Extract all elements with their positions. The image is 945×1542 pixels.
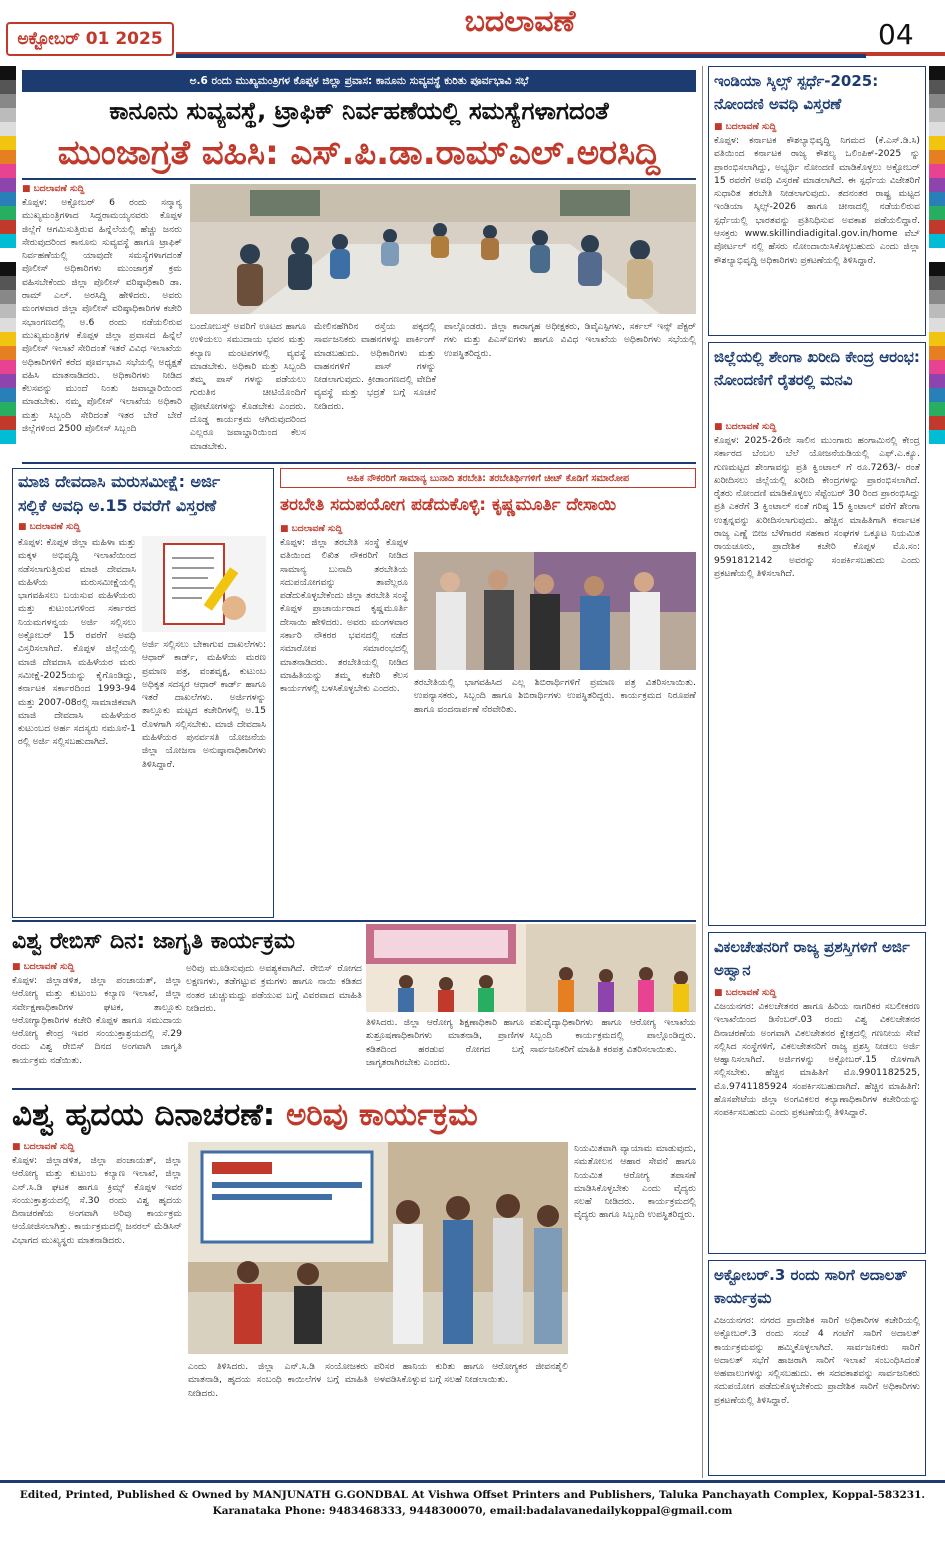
training-ceremony-photo xyxy=(414,552,696,670)
heart-day-photo xyxy=(188,1142,568,1354)
disabled-award-byline: ■ ಬದಲಾವಣೆ ಸುದ್ದಿ xyxy=(714,988,864,998)
skills-byline: ■ ಬದಲಾವಣೆ ಸುದ್ದಿ xyxy=(714,122,864,132)
color-registration-bar-left xyxy=(0,66,16,458)
rabies-col4: ಪಶುವೈದ್ಯಾಧಿಕಾರಿಗಳು ಹಾಗೂ ಆರೋಗ್ಯ ಇಲಾಖೆಯ ಸಿಬ್ಬಂದಿ ಕಾರ್ಯಕ್ರಮದಲ್ಲಿ ಪಾಲ್ಗೊಂಡಿದ್ದರು. ಸಾರ್ವಜನಿಕರಿಗೆ ಮಾಹಿತಿ ಕರಪತ್ರ ವಿತರಿಸಲಾಯಿತು. xyxy=(530,1017,696,1055)
devadasi-col1: ಕೊಪ್ಪಳ: ಕೊಪ್ಪಳ ಜಿಲ್ಲಾ ಮಹಿಳಾ ಮತ್ತು ಮಕ್ಕಳ ಅಭಿವೃದ್ಧಿ ಇಲಾಖೆಯಿಂದ ನಡೆಸಲಾಗುತ್ತಿರುವ ಮಾಜಿ ದೇವದಾಸಿ ಮಹಿಳೆಯ ಮರುಸಮೀಕ್ಷೆಯಲ್ಲಿ ಭಾಗವಹಿಸಲು ಬಯಸುವ ಮಹಿಳೆಯರು ಮತ್ತು ಕುಟುಂಬಗಳಿಂದ ಸರ್ಕಾರದ ನಿಯಮಗಳನ್ವಯ ಅರ್ಜಿ ಸಲ್ಲಿಸಲು ಅಕ್ಟೋಬರ್ 15 ರವರೆಗೆ ಅವಧಿ ವಿಸ್ತರಿಸಲಾಗಿದೆ. ಕೊಪ್ಪಳ ಜಿಲ್ಲೆಯಲ್ಲಿ ಮಾಜಿ ದೇವದಾಸಿ ಮಹಿಳೆಯರ ಮರು ಸಮೀಕ್ಷೆ-2025ಯನ್ನು ಕೈಗೊಂಡಿದ್ದು, ಕರ್ನಾಟಕ ಸರ್ಕಾರದಿಂದ 1993-94 ಮತ್ತು 2007-08ರಲ್ಲಿ ಸಾಮಾಜಿಕವಾಗಿ ಮಾಜಿ ದೇವದಾಸಿ ಮಹಿಳೆಯರ ಕುಟುಂಬದ ಅರ್ಹ ಸದಸ್ಯರು ನಮೂನೆ-1 ರಲ್ಲಿ ಅರ್ಜಿ ಸಲ್ಲಿಸಬಹುದಾಗಿದೆ. xyxy=(18,537,136,748)
color-swatch xyxy=(929,360,945,374)
lead-story-col2: ಬಂದೋಬಸ್ತ್ ಅವರಿಗೆ ಊಟದ ಹಾಗೂ ಉಳಿಯಲು ಸಮುದಾಯ ಭವನ ಮತ್ತು ಕಲ್ಯಾಣ ಮಂಟಪಗಳಲ್ಲಿ ವ್ಯವಸ್ಥೆ ಮಾಡಬೇಕು. ಅಧಿಕಾರಿ ಮತ್ತು ಸಿಬ್ಬಂದಿ ತಮ್ಮ ಪಾಸ್ ಗಳನ್ನು ಪಡೆಯಲು ಗುರುತಿನ ಚೀಟಿಯೊಂದಿಗೆ ಫೋಟೋಗಳನ್ನು ಕೊಡಬೇಕು ಎಂದರು. ದೊಡ್ಡ ಕಾರ್ಯಕ್ರಮ ಆಗಿರುವುದರಿಂದ ಎಲ್ಲರೂ ಜವಾಬ್ದಾರಿಯಿಂದ ಕೆಲಸ ಮಾಡಬೇಕು. xyxy=(190,321,306,452)
header-rule-right xyxy=(866,52,945,56)
color-swatch xyxy=(0,94,16,108)
color-swatch xyxy=(0,388,16,402)
adalat-body: ವಿಜಯನಗರ: ನಗರದ ಪ್ರಾದೇಶಿಕ ಸಾರಿಗೆ ಅಧಿಕಾರಿಗಳ ಕಚೇರಿಯಲ್ಲಿ ಅಕ್ಟೋಬರ್.3 ರಂದು ಸಂಜೆ 4 ಗಂಟೆಗೆ ಸಾರಿಗೆ ಅದಾಲತ್ ಕಾರ್ಯಕ್ರಮವನ್ನು ಹಮ್ಮಿಕೊಳ್ಳಲಾಗಿದೆ. ಸಾರ್ವಜನಿಕರು ಸಾರಿಗೆ ಅದಾಲತ್ ಸಭೆಗೆ ಹಾಜರಾಗಿ ಸಾರಿಗೆ ಇಲಾಖೆ ಸಂಬಂಧಿಸಿದಂತೆ ಅಹವಾಲುಗಳನ್ನು ಸಲ್ಲಿಸಬಹುದು. ಈ ಸದವಕಾಶವನ್ನು ಸಾರ್ವಜನಿಕರು ಸದುಪಯೋಗ ಪಡೆದುಕೊಳ್ಳಬೇಕೆಂದು ಪ್ರಾದೇಶಿಕ ಸಾರಿಗೆ ಅಧಿಕಾರಿಗಳು ಪ್ರಕಟಣೆಯಲ್ಲಿ ತಿಳಿಸಿದ್ದಾರೆ. xyxy=(714,1315,920,1406)
color-swatch xyxy=(929,220,945,234)
color-swatch xyxy=(929,192,945,206)
application-form-illustration xyxy=(142,536,266,632)
color-swatch xyxy=(0,262,16,276)
lead-story-col4: ಪಾಲ್ಗೊಂಡರು. ಜಿಲ್ಲಾ ಕಾರಾಗೃಹ ಅಧೀಕ್ಷಕರು, ಡಿವೈಎಸ್ಪಿಗಳು, ಸರ್ಕಲ್ ಇನ್ಸ್ ಪೆಕ್ಟರ್ ಗಳು ಮತ್ತು ಪಿಎಸ್ಐಗಳು ಹಾಗೂ ವಿವಿಧ ಇಲಾಖೆಯ ಅಧಿಕಾರಿಗಳು ಸಭೆಯಲ್ಲಿ ಉಪಸ್ಥಿತರಿದ್ದರು. xyxy=(444,321,696,359)
color-swatch xyxy=(929,276,945,290)
lead-story-col3: ಮೇಲಿನಹೆಗಿರಿನ ರಸ್ತೆಯ ಪಕ್ಕದಲ್ಲಿ ಸಾರ್ವಜನಿಕರು ವಾಹನಗಳನ್ನು ಪಾರ್ಕಿಂಗ್ ಮಾಡಬಹುದು. ಅಧಿಕಾರಿಗಳು ಮತ್ತು ವಾಹನಗಳಿಗೆ ಪಾಸ್ ಗಳನ್ನು ನೀಡಲಾಗುವುದು. ಕ್ರೀಡಾಂಗಣದಲ್ಲಿ ವೇದಿಕೆ ವ್ಯವಸ್ಥೆ ಮತ್ತು ಭದ್ರತೆ ಬಗ್ಗೆ ಸೂಚನೆ ನೀಡಿದರು. xyxy=(314,321,436,412)
color-swatch xyxy=(929,430,945,444)
sidebar-divider xyxy=(702,66,703,1478)
skills-body: ಕೊಪ್ಪಳ: ಕರ್ನಾಟಕ ಕೌಶಲ್ಯಾಭಿವೃದ್ಧಿ ನಿಗಮದ (ಕೆ.ಎಸ್.ಡಿ.ಸಿ) ವತಿಯಿಂದ ಕರ್ನಾಟಕ ರಾಜ್ಯ ಕೌಶಲ್ಯ ಒಲಿಂಪಿಕ್-2025 ನ್ನು ಪ್ರಾರಂಭಿಸಲಾಗಿದ್ದು, ಅಭ್ಯರ್ಥಿ ನೋಂದಣಿ ಮಾಡಿಕೊಳ್ಳಲು ಅಕ್ಟೋಬರ್ 15 ರವರೆಗೆ ಅವಧಿ ವಿಸ್ತರಣೆ ಮಾಡಲಾಗಿದೆ. ಈ ಸ್ಪರ್ಧೆಯ ವಿಜೇತರಿಗೆ ಸುಧಾರಿತ ತರಬೇತಿ ನೀಡಲಾಗುವುದು. ತದನಂತರ ರಾಷ್ಟ್ರ ಮಟ್ಟದ ಇಂಡಿಯಾ ಸ್ಕಿಲ್ಸ್-2026 ಹಾಗೂ ಚೀನಾದಲ್ಲಿ ನಡೆಯಲಿರುವ ಸ್ಪರ್ಧೆಯಲ್ಲಿ ಭಾರತವನ್ನು ಪ್ರತಿನಿಧಿಸುವ ಅವಕಾಶ ಪಡೆಯಲಿದ್ದಾರೆ. ಆಸಕ್ತರು www.skillindiadigital.gov.in/home ವೆಬ್ ಪೋರ್ಟಲ್ ನಲ್ಲಿ ಹೆಸರು ನೋಂದಾಯಿಸಿಕೊಳ್ಳಬಹುದು ಎಂದು ಜಿಲ್ಲಾ ಕೌಶಲ್ಯಾಭಿವೃದ್ಧಿ ಅಧಿಕಾರಿಗಳು ಪ್ರಕಟಣೆಯಲ್ಲಿ ತಿಳಿಸಿದ್ದಾರೆ. xyxy=(714,135,920,266)
color-swatch xyxy=(0,290,16,304)
color-swatch xyxy=(0,318,16,332)
rabies-headline: ವಿಶ್ವ ರೇಬಿಸ್ ದಿನ: ಜಾಗೃತಿ ಕಾರ್ಯಕ್ರಮ xyxy=(12,929,295,954)
devadasi-byline: ■ ಬದಲಾವಣೆ ಸುದ್ದಿ xyxy=(18,522,168,532)
imprint-line2: Karanataka Phone: 9483468333, 9448300070, email:badalavanedailykoppal@gmail.com xyxy=(212,1505,733,1517)
color-swatch xyxy=(929,234,945,248)
color-swatch xyxy=(0,150,16,164)
color-swatch xyxy=(0,80,16,94)
color-swatch xyxy=(929,66,945,80)
heart-col1: ಕೊಪ್ಪಳ: ಜಿಲ್ಲಾಡಳಿತ, ಜಿಲ್ಲಾ ಪಂಚಾಯತ್, ಜಿಲ್ಲಾ ಆರೋಗ್ಯ ಮತ್ತು ಕುಟುಂಬ ಕಲ್ಯಾಣ ಇಲಾಖೆ, ಜಿಲ್ಲಾ ಎನ್.ಸಿ.ಡಿ ಘಟಕ ಹಾಗೂ ಕ್ರಿಮ್ಸ್ ಕೊಪ್ಪಳ ಇವರ ಸಂಯುಕ್ತಾಶ್ರಯದಲ್ಲಿ ಸೆ.30 ರಂದು ವಿಶ್ವ ಹೃದಯ ದಿನಾಚರಣೆಯ ಅಂಗವಾಗಿ ಅರಿವು ಕಾರ್ಯಕ್ರಮ ಆಯೋಜಿಸಲಾಗಿತ್ತು. ಕಾರ್ಯಕ್ರಮದಲ್ಲಿ ಜನರಲ್ ಮೆಡಿಸಿನ್ ವಿಭಾಗದ ಮುಖ್ಯಸ್ಥರು ಮಾತನಾಡಿದರು. xyxy=(12,1155,182,1246)
lead-bottom-rule xyxy=(22,462,696,464)
color-swatch xyxy=(929,332,945,346)
disabled-award-headline: ವಿಕಲಚೇತನರಿಗೆ ರಾಜ್ಯ ಪ್ರಶಸ್ತಿಗಳಿಗೆ ಅರ್ಜಿ ಅಹ್ವಾನ xyxy=(714,938,910,979)
color-swatch xyxy=(0,444,16,458)
color-swatch xyxy=(0,178,16,192)
color-swatch xyxy=(0,374,16,388)
heart-headline xyxy=(12,1092,696,1138)
heart-byline: ■ ಬದಲಾವಣೆ ಸುದ್ದಿ xyxy=(12,1142,162,1152)
page-number: 04 xyxy=(878,18,914,51)
color-swatch xyxy=(0,360,16,374)
color-swatch xyxy=(929,178,945,192)
heart-col4: ನಿಯಮಿತವಾಗಿ ವ್ಯಾಯಾಮ ಮಾಡುವುದು, ಸಮತೋಲನ ಆಹಾರ ಸೇವನೆ ಹಾಗೂ ನಿಯಮಿತ ಆರೋಗ್ಯ ತಪಾಸಣೆ ಮಾಡಿಸಿಕೊಳ್ಳಬೇಕು ಎಂದು ವೈದ್ಯರು ಸಲಹೆ ನೀಡಿದರು. ಕಾರ್ಯಕ್ರಮದಲ್ಲಿ ವೈದ್ಯರು ಹಾಗೂ ಸಿಬ್ಬಂದಿ ಉಪಸ್ಥಿತರಿದ್ದರು. xyxy=(574,1143,696,1221)
lead-headline-line1: ಕಾನೂನು ಸುವ್ಯವಸ್ಥೆ, ಟ್ರಾಫಿಕ್ ನಿರ್ವಹಣೆಯಲ್ಲಿ ಸಮಸ್ಯೆಗಳಾಗದಂತೆ xyxy=(109,97,609,125)
color-swatch xyxy=(929,444,945,458)
masthead-header xyxy=(0,0,945,64)
issue-date: ಅಕ್ಟೋಬರ್ 01 2025 xyxy=(6,22,174,56)
color-swatch xyxy=(0,416,16,430)
color-swatch xyxy=(0,234,16,248)
devadasi-col2: ಅರ್ಜಿ ಸಲ್ಲಿಸಲು ಬೇಕಾಗುವ ದಾಖಲೆಗಳು: ಆಧಾರ್ ಕಾರ್ಡ್, ಮಹಿಳೆಯ ಮರಣ ಪ್ರಮಾಣ ಪತ್ರ, ವಂಶವೃಕ್ಷ, ಕುಟುಂಬ ಅಧಿಕೃತ ಸದಸ್ಯರ ಆಧಾರ್ ಕಾರ್ಡ್ ಹಾಗೂ ಇತರೆ ದಾಖಲೆಗಳು. ಅರ್ಜಿಗಳನ್ನು ತಾಲ್ಲೂಕು ಮಟ್ಟದ ಕಚೇರಿಗಳಲ್ಲಿ ಅ.15 ರೊಳಗಾಗಿ ಸಲ್ಲಿಸಬೇಕು. ಮಾಜಿ ದೇವದಾಸಿ ಮಹಿಳೆಯರ ಪುನರ್ವಸತಿ ಯೋಜನೆಯ ಜಿಲ್ಲಾ ಯೋಜನಾ ಅನುಷ್ಠಾನಾಧಿಕಾರಿಗಳು ತಿಳಿಸಿದ್ದಾರೆ. xyxy=(142,639,266,770)
rabies-col2: ಅರಿವು ಮೂಡಿಸುವುದು ಅವಶ್ಯಕವಾಗಿದೆ. ರೇಬಿಸ್ ರೋಗದ ಲಕ್ಷಣಗಳು, ತಡೆಗಟ್ಟುವ ಕ್ರಮಗಳು ಹಾಗೂ ನಾಯಿ ಕಡಿತದ ನಂತರ ಚುಚ್ಚುಮದ್ದು ಪಡೆಯುವ ಬಗ್ಗೆ ವಿವರವಾದ ಮಾಹಿತಿ ನೀಡಿದರು. xyxy=(186,963,362,1014)
color-swatch xyxy=(0,276,16,290)
color-swatch xyxy=(929,80,945,94)
color-swatch xyxy=(929,150,945,164)
lead-byline: ■ ಬದಲಾವಣೆ ಸುದ್ದಿ xyxy=(22,184,182,194)
skills-headline: ಇಂಡಿಯಾ ಸ್ಕಿಲ್ಸ್ ಸ್ಪರ್ಧೆ-2025: ನೋಂದಣಿ ಅವಧಿ ವಿಸ್ತರಣೆ xyxy=(714,72,879,113)
color-swatch xyxy=(0,304,16,318)
newspaper-masthead: ಬದಲಾವಣೆ xyxy=(464,4,576,39)
color-swatch xyxy=(0,430,16,444)
mid-rule xyxy=(12,920,696,922)
color-swatch xyxy=(0,402,16,416)
rabies-col1: ಕೊಪ್ಪಳ: ಜಿಲ್ಲಾಡಳಿತ, ಜಿಲ್ಲಾ ಪಂಚಾಯತ್, ಜಿಲ್ಲಾ ಆರೋಗ್ಯ ಮತ್ತು ಕುಟುಂಬ ಕಲ್ಯಾಣ ಇಲಾಖೆ, ಜಿಲ್ಲಾ ಸರ್ವೇಕ್ಷಣಾಧಿಕಾರಿಗಳ ಘಟಕ, ತಾಲ್ಲೂಕು ಆರೋಗ್ಯಾಧಿಕಾರಿಗಳ ಕಚೇರಿ ಕೊಪ್ಪಳ ಹಾಗೂ ಸಮುದಾಯ ಆರೋಗ್ಯ ಕೇಂದ್ರ ಇವರ ಸಂಯುಕ್ತಾಶ್ರಯದಲ್ಲಿ ಸೆ.29 ರಂದು ವಿಶ್ವ ರೇಬಿಸ್ ದಿನದ ಅಂಗವಾಗಿ ಜಾಗೃತಿ ಕಾರ್ಯಕ್ರಮ ನಡೆಯಿತು. xyxy=(12,975,182,1066)
heart-col3: ಪರಿಸರ ಹಾನಿಯ ಕುರಿತು ಹಾಗೂ ಆರೋಗ್ಯಕರ ಜೀವನಶೈಲಿ ಅಳವಡಿಸಿಕೊಳ್ಳುವ ಬಗ್ಗೆ ಸಲಹೆ ನೀಡಲಾಯಿತು. xyxy=(374,1361,568,1386)
color-swatch xyxy=(0,192,16,206)
training-col1: ಕೊಪ್ಪಳ: ಜಿಲ್ಲಾ ತರಬೇತಿ ಸಂಸ್ಥೆ ಕೊಪ್ಪಳ ವತಿಯಿಂದ ಲಿಖಿತ ನೌಕರರಿಗೆ ನೀಡಿದ ಸಾಮಾನ್ಯ ಬುನಾದಿ ತರಬೇತಿಯ ಸದುಪಯೋಗವನ್ನು ತಾವೆಲ್ಲರೂ ಪಡೆದುಕೊಳ್ಳಬೇಕೆಂದು ಜಿಲ್ಲಾ ತರಬೇತಿ ಸಂಸ್ಥೆ ಕೊಪ್ಪಳ ಪ್ರಾಚಾರ್ಯರಾದ ಕೃಷ್ಣಮೂರ್ತಿ ದೇಸಾಯಿ ಹೇಳಿದರು. ಅವರು ಮಂಗಳವಾರ ಸರ್ಕಾರಿ ನೌಕರರ ಭವನದಲ್ಲಿ ನಡೆದ ಸಮಾರೋಪ ಸಮಾರಂಭದಲ್ಲಿ ಮಾತನಾಡಿದರು. ತರಬೇತಿಯಲ್ಲಿ ನೀಡಿದ ಮಾಹಿತಿಯನ್ನು ತಮ್ಮ ಕಚೇರಿ ಕೆಲಸ ಕಾರ್ಯಗಳಲ್ಲಿ ಬಳಸಿಕೊಳ್ಳಬೇಕು ಎಂದರು. xyxy=(280,537,408,695)
color-swatch xyxy=(0,206,16,220)
color-swatch xyxy=(0,108,16,122)
color-swatch xyxy=(929,108,945,122)
training-strip: ಆಹಿಕ ನೌಕರರಿಗೆ ಸಾಮಾನ್ಯ ಬುನಾದಿ ತರಬೇತಿ: ತರಬೇತಿರ್ಥಿಗಳಿಗೆ ಚೀಟ್ ಕೊಡಿಗೆ ಸಮಾರೋಪ xyxy=(280,468,696,488)
training-headline: ತರಬೇತಿ ಸದುಪಯೋಗ ಪಡೆದುಕೊಳ್ಳಿ: ಕೃಷ್ಣಮೂರ್ತಿ ದೇಸಾಯಿ xyxy=(280,495,617,515)
color-swatch xyxy=(929,94,945,108)
color-swatch xyxy=(929,416,945,430)
color-swatch xyxy=(0,66,16,80)
color-swatch xyxy=(929,206,945,220)
shenga-body: ಕೊಪ್ಪಳ: 2025-26ನೇ ಸಾಲಿನ ಮುಂಗಾರು ಹಂಗಾಮಿನಲ್ಲಿ ಕೇಂದ್ರ ಸರ್ಕಾರದ ಬೆಂಬಲ ಬೆಲೆ ಯೋಜನೆಯಡಿಯಲ್ಲಿ ಎಫ್.ಎ.ಕ್ಯೂ. ಗುಣಮಟ್ಟದ ಶೇಂಗಾವನ್ನು ಪ್ರತಿ ಕ್ವಿಂಟಾಲ್ ಗೆ ರೂ.7263/- ರಂತೆ ಖರೀದಿಸಲು ಜಿಲ್ಲೆಯಲ್ಲಿ ಖರೀದಿ ಕೇಂದ್ರಗಳನ್ನು ಪ್ರಾರಂಭಿಸಲಾಗಿದೆ. ರೈತರು ನೋಂದಣಿ ಮಾಡಿಕೊಳ್ಳಲು ಸೆಪ್ಟೆಂಬರ್ 30 ರಿಂದ ಪ್ರಾರಂಭಿಸಿದ್ದು ಪ್ರತಿ ಎಕರೆಗೆ 3 ಕ್ವಿಂಟಾಲ್ ನಂತೆ ಗರಿಷ್ಠ 15 ಕ್ವಿಂಟಾಲ್ ವರೆಗೆ ಶೇಂಗಾ ಉತ್ಪನ್ನವನ್ನು ಖರೀದಿಸಲಾಗುವುದು. ಹೆಚ್ಚಿನ ಮಾಹಿತಿಗಾಗಿ ಕರ್ನಾಟಕ ರಾಜ್ಯ ಎಣ್ಣೆ ಬೀಜ ಬೆಳೆಗಾರರ ಸಹಕಾರ ಸಂಘಗಳ ಒಕ್ಕೂಟ ನಿಯಮಿತ ರಾಯಚೂರು, ಪ್ರಾದೇಶಿಕ ಕಚೇರಿ ಕೊಪ್ಪಳ ಮೊ.ಸಂ: 9591812142 ಅವರನ್ನು ಸಂಪರ್ಕಿಸಬಹುದು ಎಂದು ಪ್ರಕಟಣೆಯಲ್ಲಿ ತಿಳಿಸಲಾಗಿದೆ. xyxy=(714,435,920,579)
shenga-byline: ■ ಬದಲಾವಣೆ ಸುದ್ದಿ xyxy=(714,422,864,432)
color-swatch xyxy=(929,304,945,318)
color-registration-bar-right xyxy=(929,66,945,458)
color-swatch xyxy=(0,122,16,136)
lead-story-strip: ಅ.6 ರಂದು ಮುಖ್ಯಮಂತ್ರಿಗಳ ಕೊಪ್ಪಳ ಜಿಲ್ಲಾ ಪ್ರವಾಸ: ಕಾನೂನು ಸುವ್ಯವಸ್ಥೆ ಕುರಿತು ಪೂರ್ವಭಾವಿ ಸಭೆ xyxy=(22,70,696,92)
color-swatch xyxy=(0,248,16,262)
color-swatch xyxy=(929,248,945,262)
color-swatch xyxy=(0,346,16,360)
color-swatch xyxy=(929,374,945,388)
color-swatch xyxy=(0,220,16,234)
lead-headline-line2: ಮುಂಜಾಗ್ರತೆ ವಹಿಸಿ: ಎಸ್.ಪಿ.ಡಾ.ರಾಮ್‌ಎಲ್.ಅರಸಿದ್ದಿ xyxy=(57,133,661,173)
heart-headline-part1: ವಿಶ್ವ ಹೃದಯ ದಿನಾಚರಣೆ: xyxy=(12,1097,276,1133)
color-swatch xyxy=(929,136,945,150)
devadasi-headline-line1: ಮಾಜಿ ದೇವದಾಸಿ ಮರುಸಮೀಕ್ಷೆ: ಅರ್ಜಿ xyxy=(18,472,221,491)
header-rule xyxy=(176,52,866,58)
disabled-award-body: ವಿಜಯನಗರ: ವಿಕಲಚೇತನರ ಹಾಗೂ ಹಿರಿಯ ನಾಗರಿಕರ ಸಬಲೀಕರಣ ಇಲಾಖೆಯಿಂದ ಡಿಸೆಂಬರ್.03 ರಂದು ವಿಶ್ವ ವಿಕಲಚೇತನರ ದಿನಾಚರಣೆಯ ಅಂಗವಾಗಿ ವಿಕಲಚೇತನರ ಕ್ಷೇತ್ರದಲ್ಲಿ ಗಣನೀಯ ಸೇವೆ ಸಲ್ಲಿಸಿದ ಸಂಸ್ಥೆಗಳಿಗೆ, ವಿಕಲಚೇತನರಿಗೆ ರಾಜ್ಯ ಪ್ರಶಸ್ತಿ ನೀಡಲು ಅರ್ಜಿ ಆಹ್ವಾನಿಸಲಾಗಿದೆ. ಅರ್ಜಿಗಳನ್ನು ಅಕ್ಟೋಬರ್.15 ರೊಳಗಾಗಿ ಸಲ್ಲಿಸಬೇಕು. ಹೆಚ್ಚಿನ ಮಾಹಿತಿಗೆ ಮೊ.9901182525, ಮೊ.9741185924 ಸಂಪರ್ಕಿಸಬಹುದಾಗಿದೆ. ಹೆಚ್ಚಿನ ಮಾಹಿತಿಗೆ: ಹೊಸಪೇಟೆಯ ಜಿಲ್ಲಾ ಅಂಗವಿಕಲರ ಕಲ್ಯಾಣಾಧಿಕಾರಿಗಳ ಕಚೇರಿಯನ್ನು ಸಂಪರ್ಕಿಸಬಹುದು ಎಂದು ಪ್ರಕಟಣೆಯಲ್ಲಿ ತಿಳಿಸಿದ್ದಾರೆ. xyxy=(714,1001,920,1119)
color-swatch xyxy=(929,318,945,332)
color-swatch xyxy=(929,164,945,178)
color-swatch xyxy=(929,388,945,402)
lead-divider xyxy=(22,178,696,180)
devadasi-headline-line2: ಸಲ್ಲಿಕೆ ಅವಧಿ ಅ.15 ರವರೆಗೆ ವಿಸ್ತರಣೆ xyxy=(18,496,217,515)
color-swatch xyxy=(929,346,945,360)
color-swatch xyxy=(929,262,945,276)
adalat-headline: ಅಕ್ಟೋಬರ್.3 ರಂದು ಸಾರಿಗೆ ಅದಾಲತ್ ಕಾರ್ಯಕ್ರಮ xyxy=(714,1266,908,1307)
footer-rule xyxy=(0,1480,945,1483)
color-swatch xyxy=(929,122,945,136)
meeting-photo xyxy=(190,184,696,314)
shenga-headline: ಜಿಲ್ಲೆಯಲ್ಲಿ ಶೇಂಗಾ ಖರೀದಿ ಕೇಂದ್ರ ಆರಂಭ: ನೋಂದಣಿಗೆ ರೈತರಲ್ಲಿ ಮನವಿ xyxy=(714,348,920,389)
color-swatch xyxy=(0,136,16,150)
rabies-byline: ■ ಬದಲಾವಣೆ ಸುದ್ದಿ xyxy=(12,962,162,972)
color-swatch xyxy=(0,164,16,178)
lead-story-col1: ಕೊಪ್ಪಳ: ಅಕ್ಟೋಬರ್ 6 ರಂದು ಸನ್ಮಾನ್ಯ ಮುಖ್ಯಮಂತ್ರಿಗಳಾದ ಸಿದ್ದರಾಮಯ್ಯನವರು ಕೊಪ್ಪಳ ಜಿಲ್ಲೆಗೆ ಆಗಮಿಸುತ್ತಿರುವ ಹಿನ್ನೆಲೆಯಲ್ಲಿ ಹೆಚ್ಚು ಜನರು ಸೇರುವುದರಿಂದ ಕಾನೂನು ಸುವ್ಯವಸ್ಥೆ ಹಾಗೂ ಟ್ರಾಫಿಕ್ ನಿರ್ವಹಣೆಯಲ್ಲಿ ಯಾವುದೇ ಸಮಸ್ಯೆಗಳಾಗದಂತೆ ಪೊಲೀಸ್ ಅಧಿಕಾರಿಗಳು ಮುಂಜಾಗ್ರತೆ ಕ್ರಮ ವಹಿಸಬೇಕೆಂದು ಜಿಲ್ಲಾ ಪೊಲೀಸ್ ವರಿಷ್ಠಾಧಿಕಾರಿ ಡಾ. ರಾಮ್ ಎಲ್. ಅರಸಿದ್ದಿ ಹೇಳಿದರು. ಅವರು ಮಂಗಳವಾರ ಜಿಲ್ಲಾ ಪೊಲೀಸ್ ವರಿಷ್ಠಾಧಿಕಾರಿಗಳ ಕಚೇರಿ ಸಭಾಂಗಣದಲ್ಲಿ ಅ.6 ರಂದು ನಡೆಯಲಿರುವ ಮುಖ್ಯಮಂತ್ರಿಗಳ ಕೊಪ್ಪಳ ಜಿಲ್ಲಾ ಪ್ರವಾಸದ ಹಿನ್ನೆಲೆ ಪೊಲೀಸ್ ಇಲಾಖೆ ಸೇರಿದಂತೆ ಇತರೆ ವಿವಿಧ ಇಲಾಖೆಯ ಅಧಿಕಾರಿಗಳಿಗೆ ಕರೆದ ಪೂರ್ವಭಾವಿ ಸಭೆಯಲ್ಲಿ ಅಧ್ಯಕ್ಷತೆ ವಹಿಸಿ ಮಾತನಾಡಿದರು. ಅಧಿಕಾರಿಗಳು ನೀಡಿದ ಕೆಲಸವನ್ನು ಮುಂದೆ ನಿಂತು ಜವಾಬ್ದಾರಿಯಿಂದ ಮಾಡಬೇಕು. ನಮ್ಮ ಪೊಲೀಸ್ ಇಲಾಖೆಯ ಅಧಿಕಾರಿ ಮತ್ತು ಸಿಬ್ಬಂದಿ ಸೇರಿದಂತೆ ಇತರ ಬೇರೆ ಬೇರೆ ಜಿಲ್ಲೆಗಳಿಂದ 2500 ಪೊಲೀಸ್ ಸಿಬ್ಬಂದಿ xyxy=(22,197,182,435)
training-byline: ■ ಬದಲಾವಣೆ ಸುದ್ದಿ xyxy=(280,524,410,534)
imprint-line1: Edited, Printed, Published & Owned by MANJUNATH G.GONDBAL At Vishwa Offset Printers and Publishers, Taluka Panchayath Complex, Koppal-583231. xyxy=(19,1489,926,1501)
heart-top-rule xyxy=(12,1088,696,1090)
color-swatch xyxy=(929,402,945,416)
rabies-col3: ತಿಳಿಸಿದರು. ಜಿಲ್ಲಾ ಆರೋಗ್ಯ ಶಿಕ್ಷಣಾಧಿಕಾರಿ ಹಾಗೂ ಶುಶ್ರೂಷಣಾಧಿಕಾರಿಗಳು ಮಾತನಾಡಿ, ಪ್ರಾಣಿಗಳ ಕಡಿತದಿಂದ ಹರಡುವ ರೋಗದ ಬಗ್ಗೆ ಜಾಗೃತರಾಗಿರಬೇಕು ಎಂದರು. xyxy=(366,1017,524,1068)
rabies-event-photo xyxy=(366,924,696,1012)
color-swatch xyxy=(0,332,16,346)
training-col2: ತರಬೇತಿಯಲ್ಲಿ ಭಾಗವಹಿಸಿದ ಎಲ್ಲ ಶಿಬಿರಾರ್ಥಿಗಳಿಗೆ ಪ್ರಮಾಣ ಪತ್ರ ವಿತರಿಸಲಾಯಿತು. ಉಪನ್ಯಾಸಕರು, ಸಿಬ್ಬಂದಿ ಹಾಗೂ ಶಿಬಿರಾರ್ಥಿಗಳು ಉಪಸ್ಥಿತರಿದ್ದರು. ಕಾರ್ಯಕ್ರಮದ ನಿರೂಪಣೆ ಹಾಗೂ ವಂದನಾರ್ಪಣೆ ನೆರವೇರಿತು. xyxy=(414,677,696,715)
color-swatch xyxy=(929,290,945,304)
heart-col2: ಎಂದು ತಿಳಿಸಿದರು. ಜಿಲ್ಲಾ ಎನ್.ಸಿ.ಡಿ ಸಂಯೋಜಕರು ಮಾತನಾಡಿ, ಹೃದಯ ಸಂಬಂಧಿ ಕಾಯಿಲೆಗಳ ಬಗ್ಗೆ ಮಾಹಿತಿ ನೀಡಿದರು. xyxy=(188,1361,368,1399)
heart-headline-part2: ಅರಿವು ಕಾರ್ಯಕ್ರಮ xyxy=(286,1097,478,1133)
